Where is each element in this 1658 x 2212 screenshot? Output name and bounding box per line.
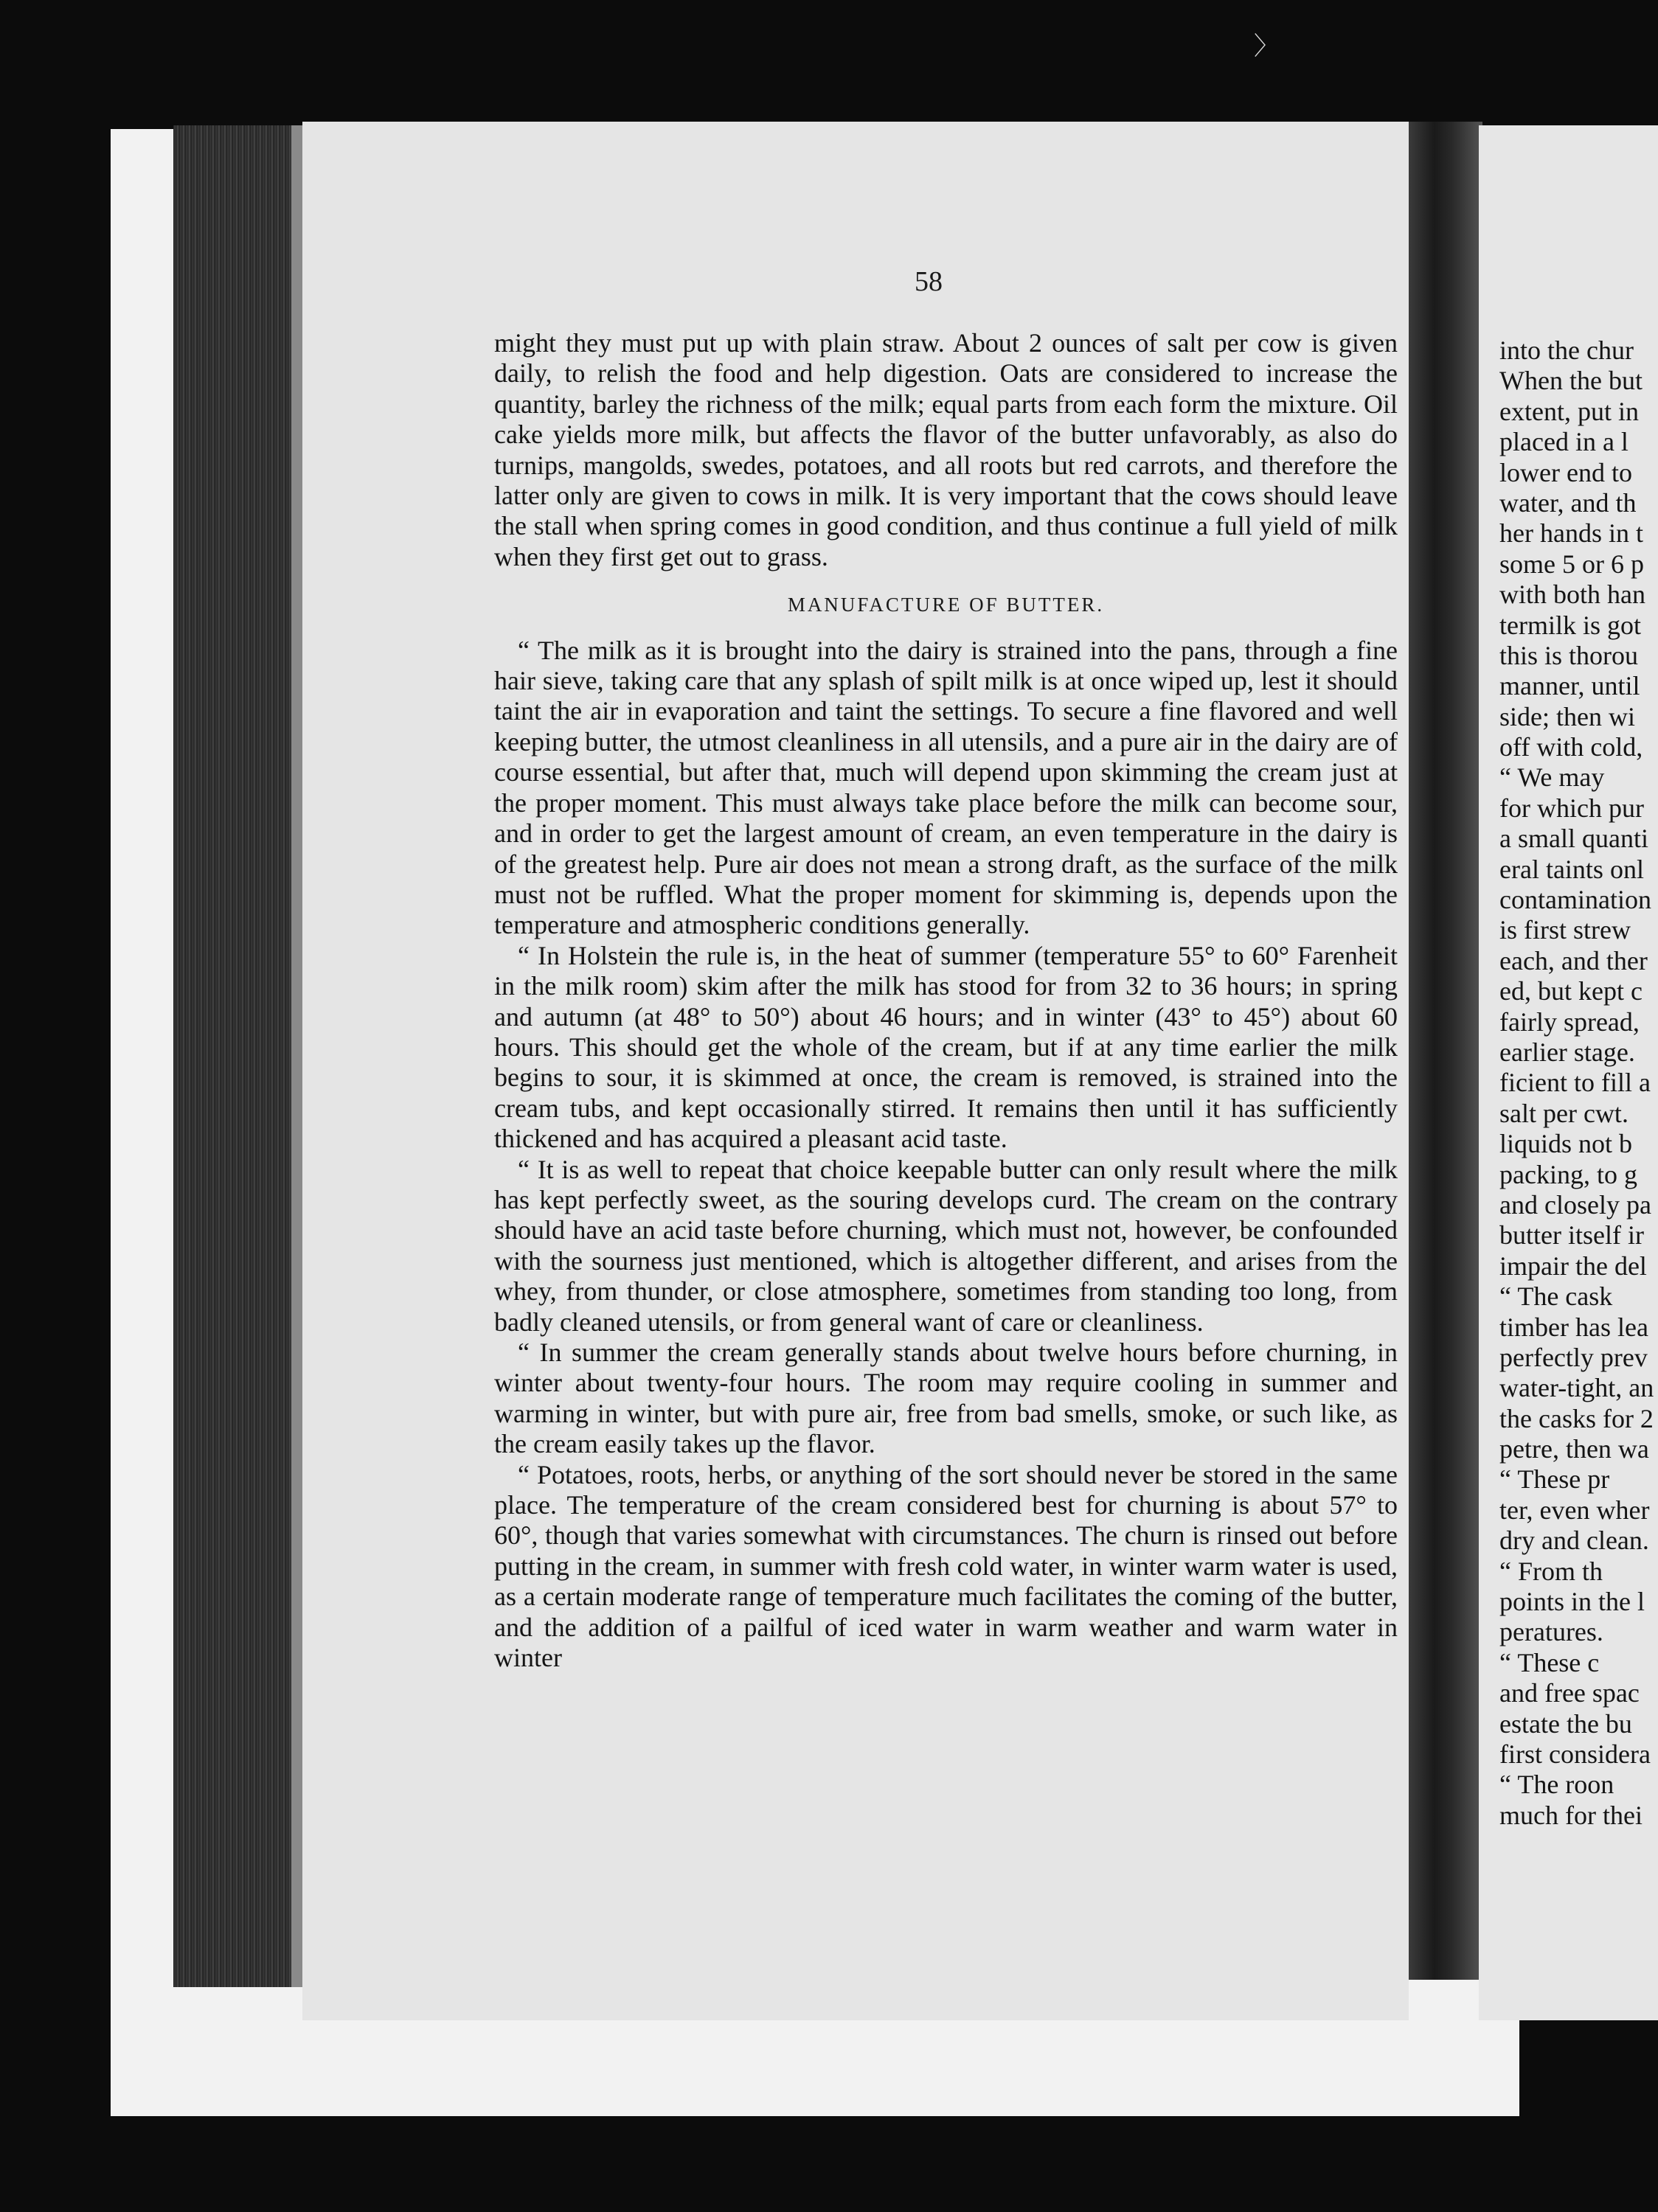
right-page-line: ficient to fill a <box>1499 1068 1651 1098</box>
left-page-text <box>494 328 1398 1673</box>
right-page-line: “ These c <box>1499 1647 1600 1677</box>
right-page-line: lower end to <box>1499 457 1632 487</box>
right-page-line: “ From th <box>1499 1556 1603 1586</box>
right-page-line: peratures. <box>1499 1617 1603 1647</box>
right-page-line: and closely pa <box>1499 1189 1651 1220</box>
book-gutter <box>1409 122 1482 1980</box>
right-page-line: contamination <box>1499 885 1651 915</box>
right-page-line: estate the bu <box>1499 1708 1632 1739</box>
paragraph: might they must put up with plain straw. About 2 ounces of salt per cow is given daily, to relish the food and help digestion. Oats are considered to increase the quantity, barley the richness of the milk; equal parts from each form the mixture. Oil cake yields more milk, but affects the flavor of the butter unfavorably, as also do turnips, mangolds, swedes, potatoes, and all roots but red carrots, and therefore the latter only are given to cows in milk. It is very important that the cows should leave the stall when spring comes in good condition, and thus continue a full yield of milk when they first get out to grass. <box>494 328 1398 571</box>
right-page-line: manner, until <box>1499 671 1640 701</box>
right-page-line: is first strew <box>1499 915 1631 945</box>
right-page-line: butter itself ir <box>1499 1220 1644 1251</box>
right-page-line: liquids not b <box>1499 1129 1633 1159</box>
right-page <box>1479 125 1658 2020</box>
right-page-line: for which pur <box>1499 793 1644 823</box>
right-page-line: eral taints onl <box>1499 854 1644 884</box>
right-page-line: much for thei <box>1499 1800 1643 1830</box>
right-page-line: ter, even wher <box>1499 1495 1650 1525</box>
right-page-line: with both han <box>1499 580 1645 610</box>
right-page-line: earlier stage. <box>1499 1037 1635 1067</box>
right-page-line: off with cold, <box>1499 732 1643 762</box>
section-heading: MANUFACTURE OF BUTTER. <box>787 594 1105 616</box>
right-page-line: perfectly prev <box>1499 1342 1648 1372</box>
right-page-line: points in the l <box>1499 1587 1645 1617</box>
right-page-line: impair the del <box>1499 1251 1647 1281</box>
right-page-line: “ These pr <box>1499 1464 1610 1495</box>
right-page-line: this is thorou <box>1499 640 1639 670</box>
right-page-text <box>1499 335 1658 1831</box>
right-page-line: first considera <box>1499 1739 1651 1769</box>
right-page-line: into the chur <box>1499 335 1634 365</box>
right-page-line: “ We may <box>1499 762 1605 793</box>
paragraph: “ It is as well to repeat that choice keepable butter can only result where the milk has kept perfectly sweet, as the souring develops curd. The cream on the contrary should have an acid taste before churning, which must not, however, be confounded with the sourness just mentioned, which is altogether different, and arises from the whey, from thunder, or close atmosphere, sometimes from standing too long, from badly cleaned utensils, or from general want of care or cleanliness. <box>494 1154 1398 1337</box>
right-page-line: timber has lea <box>1499 1312 1648 1342</box>
page-number: 58 <box>915 266 943 297</box>
paragraph: “ In Holstein the rule is, in the heat of summer (temperature 55° to 60° Farenheit in the milk room) skim after the milk has stood for from 32 to 36 hours; in spring and autumn (at 48° to 50°) about 46 hours; and in winter (43° to 45°) about 60 hours. This should get the whole of the cream, but if at any time earlier the milk begins to sour, it is skimmed at once, the cream is removed, is strained into the cream tubs, and kept occasionally stirred. It remains then until it has sufficiently thickened and has acquired a pleasant acid taste. <box>494 940 1398 1154</box>
book-page-edges <box>173 125 302 1987</box>
right-page-line: fairly spread, <box>1499 1006 1640 1037</box>
right-page-line: extent, put in <box>1499 396 1639 426</box>
right-page-line: packing, to g <box>1499 1159 1637 1189</box>
paragraph: “ The milk as it is brought into the dairy is strained into the pans, through a fine hair sieve, taking care that any splash of spilt milk is at once wiped up, lest it should taint the air in evaporation and taint the settings. To secure a fine flavored and well keeping butter, the utmost cleanliness in all utensils, and a pure air in the dairy are of course essential, but after that, much will depend upon skimming the cream just at the proper moment. This must always take place before the milk can become sour, and in order to get the largest amount of cream, an even temperature in the dairy is of the greatest help. Pure air does not mean a strong draft, as the surface of the milk must not be ruffled. What the proper moment for skimming is, depends upon the temperature and atmospheric conditions generally. <box>494 635 1398 940</box>
right-page-line: water-tight, an <box>1499 1373 1654 1403</box>
right-page-line: “ The roon <box>1499 1770 1614 1800</box>
right-page-line: each, and ther <box>1499 945 1648 975</box>
right-page-line: the casks for 2 <box>1499 1403 1654 1433</box>
right-page-line: ed, but kept c <box>1499 976 1643 1006</box>
right-page-line: a small quanti <box>1499 824 1648 854</box>
right-page-line: some 5 or 6 p <box>1499 549 1644 579</box>
right-page-line: her hands in t <box>1499 518 1643 549</box>
right-page-line: salt per cwt. <box>1499 1098 1628 1128</box>
right-page-line: termilk is got <box>1499 610 1641 640</box>
right-page-line: placed in a l <box>1499 427 1628 457</box>
scan-artifact-mark: 〉 <box>1254 33 1279 60</box>
paragraph: “ In summer the cream generally stands about twelve hours before churning, in winter about twenty-four hours. The room may require cooling in summer and warming in winter, but with pure air, free from bad smells, smoke, or such like, as the cream easily takes up the flavor. <box>494 1338 1398 1459</box>
right-page-line: and free spac <box>1499 1678 1640 1708</box>
right-page-line: water, and th <box>1499 487 1637 518</box>
right-page-line: dry and clean. <box>1499 1526 1649 1556</box>
right-page-line: “ The cask <box>1499 1281 1613 1312</box>
right-page-line: petre, then wa <box>1499 1434 1649 1464</box>
right-page-line: side; then wi <box>1499 701 1635 731</box>
paragraph: “ Potatoes, roots, herbs, or anything of the sort should never be stored in the same place. The temperature of the cream considered best for churning is about 57° to 60°, though that varies somewhat with circumstances. The churn is rinsed out before putting in the cream, in summer with fresh cold water, in winter warm water is used, as a certain moderate range of temperature much facilitates the coming of the butter, and the addition of a pailful of iced water in warm weather and warm water in winter <box>494 1459 1398 1673</box>
right-page-line: When the but <box>1499 366 1643 396</box>
